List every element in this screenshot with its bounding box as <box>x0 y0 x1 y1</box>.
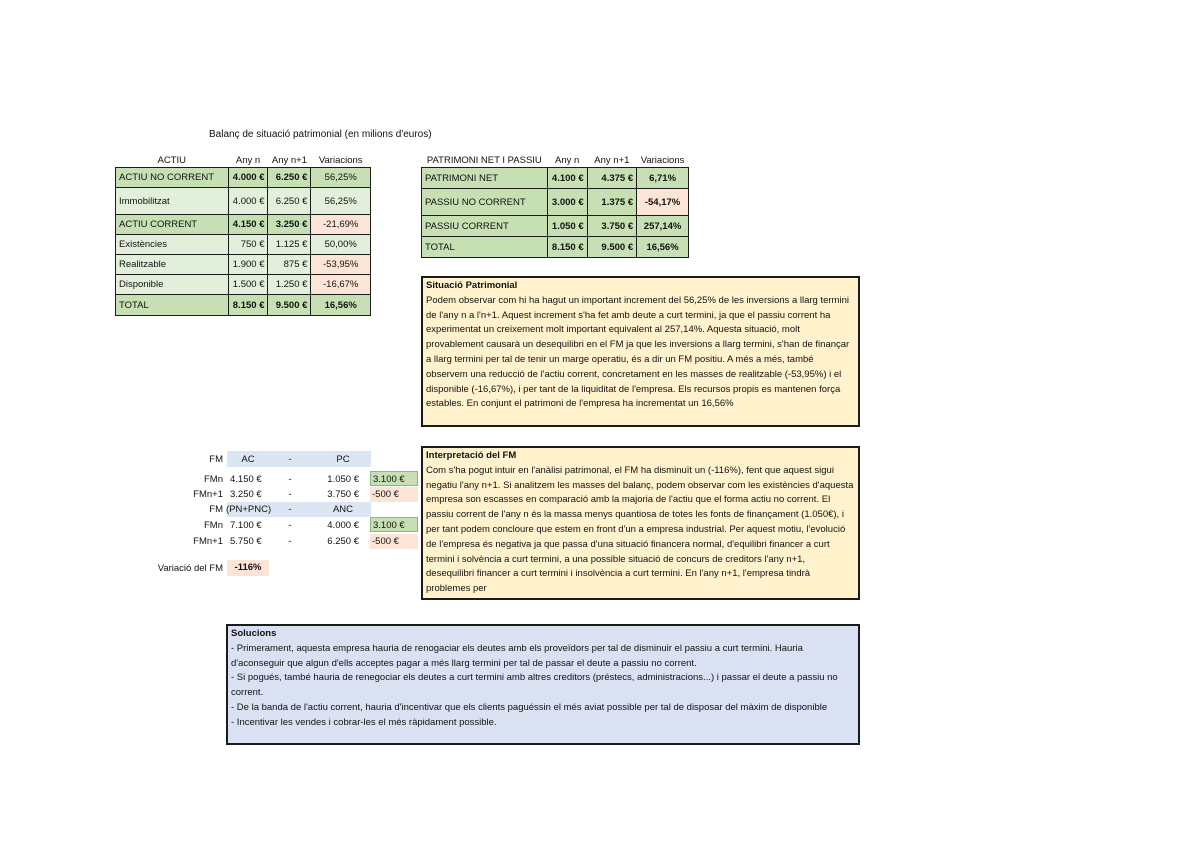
passiu-table <box>421 153 689 258</box>
row-variacio: 16,56% <box>637 237 689 258</box>
passiu-header-any-n1: Any n+1 <box>594 154 630 166</box>
row-variacio: 257,14% <box>637 216 689 237</box>
row-any-n1: 6.250 € <box>268 168 311 188</box>
table-row <box>422 189 689 216</box>
fm-variacio-label: Variació del FM <box>157 563 223 574</box>
passiu-header-variacions: Variacions <box>640 154 685 166</box>
solucions-item: - Incentivar les vendes i cobrar-les el més ràpidament possible. <box>231 716 497 728</box>
row-label: ACTIU NO CORRENT <box>116 168 229 188</box>
fm-row-pc: 3.750 € <box>327 489 359 500</box>
fm-row-label: FMn <box>204 474 223 485</box>
fm-row-label: FMn+1 <box>193 489 223 500</box>
solucions-item: - De la banda de l'actiu corrent, hauria d'incentivar que els clients paguéssin el més aviat possible per tal de disposar del màxim de disponible <box>231 701 828 713</box>
fm-result-negative: -500 € <box>370 487 418 502</box>
table-row <box>116 275 371 295</box>
row-any-n1: 1.125 € <box>268 235 311 255</box>
table-row <box>116 168 371 188</box>
table-row <box>116 295 371 316</box>
fm-row-pn-pnc: 7.100 € <box>230 520 262 531</box>
row-any-n1: 875 € <box>268 255 311 275</box>
row-variacio: 56,25% <box>311 168 371 188</box>
actiu-header-any-n1: Any n+1 <box>271 154 307 166</box>
row-variacio: 6,71% <box>637 168 689 189</box>
row-label: TOTAL <box>116 295 229 316</box>
row-any-n1: 3.250 € <box>268 215 311 235</box>
row-variacio: 56,25% <box>311 188 371 215</box>
fm-row-anc: 4.000 € <box>327 520 359 531</box>
fm-row-pn-pnc: 5.750 € <box>230 536 262 547</box>
table-row <box>422 216 689 237</box>
fm-row-minus: - <box>288 520 292 531</box>
row-any-n: 4.150 € <box>228 215 268 235</box>
table-row <box>116 255 371 275</box>
situacio-patrimonial-box <box>421 276 860 427</box>
row-label: PASSIU NO CORRENT <box>422 189 548 216</box>
actiu-header-any-n: Any n <box>235 154 261 166</box>
row-any-n1: 6.250 € <box>268 188 311 215</box>
row-any-n: 3.000 € <box>547 189 587 216</box>
passiu-header-any-n: Any n <box>555 154 580 166</box>
fm-row-minus: - <box>288 536 292 547</box>
actiu-table <box>115 153 371 316</box>
table-row <box>422 168 689 189</box>
row-label: PASSIU CORRENT <box>422 216 548 237</box>
row-label: ACTIU CORRENT <box>116 215 229 235</box>
row-variacio: 16,56% <box>311 295 371 316</box>
table-row <box>116 235 371 255</box>
row-any-n: 1.050 € <box>547 216 587 237</box>
row-any-n1: 3.750 € <box>587 216 636 237</box>
fm-row-ac: 3.250 € <box>230 489 262 500</box>
row-any-n: 8.150 € <box>228 295 268 316</box>
table-row <box>116 215 371 235</box>
row-any-n: 4.000 € <box>228 188 268 215</box>
table-row <box>422 237 689 258</box>
row-any-n: 750 € <box>228 235 268 255</box>
fm-row-minus: - <box>288 474 292 485</box>
fm-variacio-value: -116% <box>227 560 269 576</box>
row-any-n: 4.000 € <box>228 168 268 188</box>
row-any-n: 1.500 € <box>228 275 268 295</box>
row-variacio: 50,00% <box>311 235 371 255</box>
solucions-item: - Si pogués, també hauria de renegociar els deutes a curt termini amb altres creditors (préstecs, administracions...) i passar el deute a passiu no corrent. <box>231 672 838 699</box>
passiu-header-label: PATRIMONI NET I PASSIU <box>426 154 542 166</box>
fm-header2-anc: ANC <box>332 504 354 515</box>
row-any-n: 1.900 € <box>228 255 268 275</box>
interpretacio-fm-box <box>421 446 860 600</box>
actiu-header-label: ACTIU <box>157 154 187 166</box>
fm-row-label: FMn+1 <box>193 536 223 547</box>
fm-header-pc: PC <box>336 454 350 465</box>
table-row <box>116 188 371 215</box>
row-variacio: -16,67% <box>311 275 371 295</box>
row-any-n1: 1.250 € <box>268 275 311 295</box>
fm-header2-minus: - <box>288 504 292 515</box>
row-label: Existències <box>116 235 229 255</box>
fm-header2-pn-pnc: (PN+PNC) <box>226 504 272 515</box>
sheet-title: Balanç de situació patrimonial (en milions d'euros) <box>209 129 432 140</box>
fm-result-positive: 3.100 € <box>370 471 418 486</box>
row-any-n1: 9.500 € <box>587 237 636 258</box>
situacio-text: Podem observar com hi ha hagut un important increment del 56,25% de les inversions a llarg termini de l'any n a l'n+1. Aquest increment s'ha fet amb deute a curt termini, ja que el passiu corrent ha experimentat un creixement molt important equivalent al 257,14%. Aquesta situació, molt provablement causarà un desequilibri en el FM ja que les inversions a llarg termini, s'han de finançar a llarg termini per tal de tenir un marge operatiu, és a dir un FM positiu. A més a més, també observem una reducció de l'actiu corrent, concretament en les masses de realitzable (-53,95%) i el disponible (-16,67%), i per tant de la liquiditat de l'empresa. Els recursos propis es mantenen força estables. En conjunt el patrimoni de l'empresa ha incrementat un 16,56% <box>426 294 850 410</box>
fm-header-ac: AC <box>241 454 255 465</box>
solucions-item: - Primerament, aquesta empresa hauria de renogaciar els deutes amb els proveïdors per tal de disminuir el passiu a curt termini. Hauria d'aconseguir que algun d'ells acceptes pagar a més llarg termini per tal de passar el deute a passiu no corrent. <box>231 642 803 669</box>
solucions-title: Solucions <box>231 628 277 639</box>
fm-header-minus: - <box>288 454 292 465</box>
row-label: TOTAL <box>422 237 548 258</box>
fm-header2-label: FM <box>209 504 223 515</box>
interpretacio-text: Com s'ha pogut intuir en l'anàlisi patrimonal, el FM ha disminuït un (-116%), fent que aquest sigui negatiu l'any n+1. Si analitzem les masses del balanç, podem observar com les existències d'aquesta empresa son escasses en comparació amb la majoria de l'actiu que el forma actiu no corrent. El passiu corrent de l'any n és la massa menys quantiosa de totes les fonts de finançament (1.050€), i per tant podem concloure que estem en front d'un a empresa industrial. Per aquest motiu, l'evolució de l'empresa és negativa ja que passa d'una situació financera normal, d'equilibri financer a curt termini i solvència a curt termini, a una possible situació de concurs de creditors l'any n+1, desequilibri financer a curt termini i insolvència a curt termini. En l'any n+1, l'empresa tindrà problemes per <box>426 464 854 595</box>
row-label: Disponible <box>116 275 229 295</box>
fm-row-pc: 1.050 € <box>327 474 359 485</box>
row-label: Immobilitzat <box>116 188 229 215</box>
row-any-n: 8.150 € <box>547 237 587 258</box>
row-variacio: -21,69% <box>311 215 371 235</box>
fm-row-minus: - <box>288 489 292 500</box>
solucions-box <box>226 624 860 745</box>
row-any-n1: 9.500 € <box>268 295 311 316</box>
row-any-n: 4.100 € <box>547 168 587 189</box>
actiu-header-variacions: Variacions <box>318 154 363 166</box>
row-label: PATRIMONI NET <box>422 168 548 189</box>
fm-header-label: FM <box>209 454 223 465</box>
fm-row-label: FMn <box>204 520 223 531</box>
row-any-n1: 1.375 € <box>587 189 636 216</box>
fm-result-negative: -500 € <box>370 534 418 549</box>
fm-row-ac: 4.150 € <box>230 474 262 485</box>
row-label: Realitzable <box>116 255 229 275</box>
row-variacio: -54,17% <box>637 189 689 216</box>
interpretacio-title: Interpretació del FM <box>426 450 517 461</box>
fm-result-positive: 3.100 € <box>370 517 418 532</box>
row-variacio: -53,95% <box>311 255 371 275</box>
situacio-title: Situació Patrimonial <box>426 280 518 291</box>
fm-row-anc: 6.250 € <box>327 536 359 547</box>
row-any-n1: 4.375 € <box>587 168 636 189</box>
